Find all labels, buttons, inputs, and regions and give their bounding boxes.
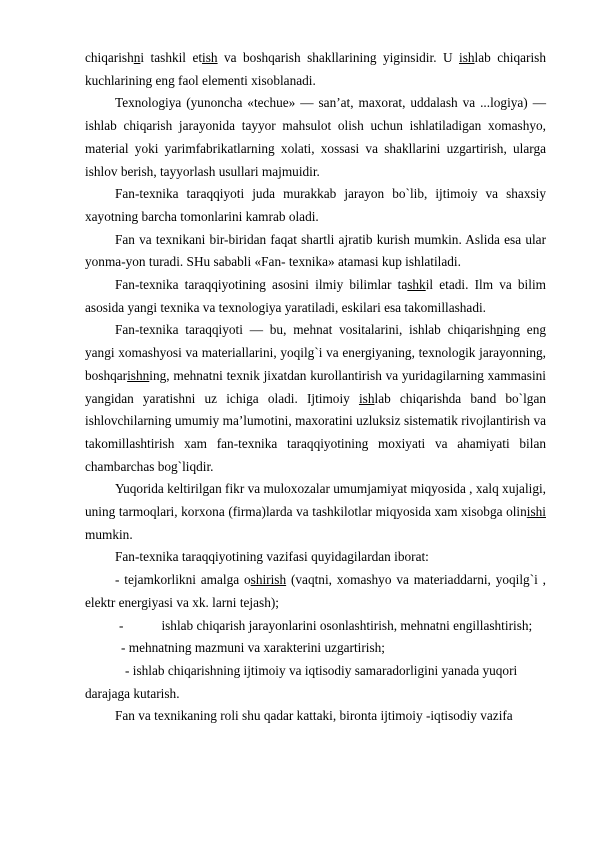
paragraph-4: Fan va texnikani bir-biridan faqat shartli ajratib kurish mumkin. Aslida esa ular yonma-yon turadi. SHu sababli «Fan- texnika» atamasi kup ishlatiladi. [85, 231, 546, 270]
underlined-text: shk [407, 277, 426, 293]
underlined-text: shirish [250, 572, 287, 588]
underlined-text: n [133, 50, 141, 65]
list-item-2-dash: - [119, 617, 124, 633]
paragraph-1: chiqarishni tashkil etish va boshqarish shakllarining yiginsidir. U ishlab chiqarish kuchlarining eng faol elementi xisoblanadi. [85, 50, 546, 88]
underlined-text: ish [202, 50, 218, 65]
underlined-text: ish [358, 390, 375, 406]
list-item-2 [85, 615, 546, 638]
list-item-2-text: ishlab chiqarish jarayonlarini osonlashtirish, mehnatni engillashtirish; [161, 617, 533, 633]
underlined-text: ishi [526, 504, 546, 520]
underlined-text: ishn [127, 367, 150, 383]
paragraph-5: Fan-texnika taraqqiyotining asosini ilmiy bilimlar tashkil etadi. Ilm va bilim asosida yangi texnika va texnologiya yaratiladi, eskilari esa takomillashadi. [85, 277, 546, 315]
paragraph-last: Fan va texnikaning roli shu qadar kattaki, bironta ijtimoiy -iqtisodiy vazifa [115, 708, 513, 724]
paragraph-3: Fan-texnika taraqqiyoti juda murakkab jarayon bo`lib, ijtimoiy va shaxsiy xayotning barcha tomonlarini kamrab oladi. [85, 186, 546, 224]
paragraph-7: Yuqorida keltirilgan fikr va muloxozalar umumjamiyat miqyosida , xalq xujaligi, uning tarmoqlari, korxona (firma)larda va tashkilotlar miqyosida xam xisobga olinishi mumkin. [85, 481, 546, 542]
list-item-4-continuation: darajaga kutarish. [85, 685, 180, 701]
list-item-4: - ishlab chiqarishning ijtimoiy va iqtisodiy samaradorligini yanada yuqori [125, 662, 518, 678]
paragraph-6: Fan-texnika taraqqiyoti — bu, mehnat vositalarini, ishlab chiqarishning eng yangi xomashyosi va materiallarini, yoqilg`i va energiyaning, texnologik jarayonning, boshqarishning, mehnatni texnik jixatdan kurollantirish va yuridagilarning xammasini yangidan yaratishni uz ichiga oladi. Ijtimoiy ishlab chiqarishda band bo`lgan ishlovchilarning umumiy ma’lumotini, maxoratini uzluksiz sistematik rivojlantirish va takomillashtirish xam fan-texnika taraqqiyotining moxiyati va ahamiyati bilan chambarchas bog`liqdir. [85, 322, 546, 474]
list-item-1: - tejamkorlikni amalga oshirish (vaqtni, xomashyo va materiaddarni, yoqilg`i , elektr energiyasi va xk. larni tejash); [85, 572, 546, 610]
paragraph-8: Fan-texnika taraqqiyotining vazifasi quyidagilardan iborat: [115, 549, 429, 565]
underlined-text: ish [459, 50, 475, 65]
list-item-3: - mehnatning mazmuni va xarakterini uzgartirish; [121, 640, 386, 656]
underlined-text: n [496, 322, 504, 338]
paragraph-2: Texnologiya (yunoncha «techue» — san’at, maxorat, uddalash va ...logiya) — ishlab chiqarish jarayonida tayyor mahsulot olish uchun ishlatiladigan xomashyo, material yoki yarimfabrikatlarning xolati, xossasi va shakllarini uzgartirish, ularga ishlov berish, tayyorlash usullari majmuidir. [85, 95, 546, 179]
